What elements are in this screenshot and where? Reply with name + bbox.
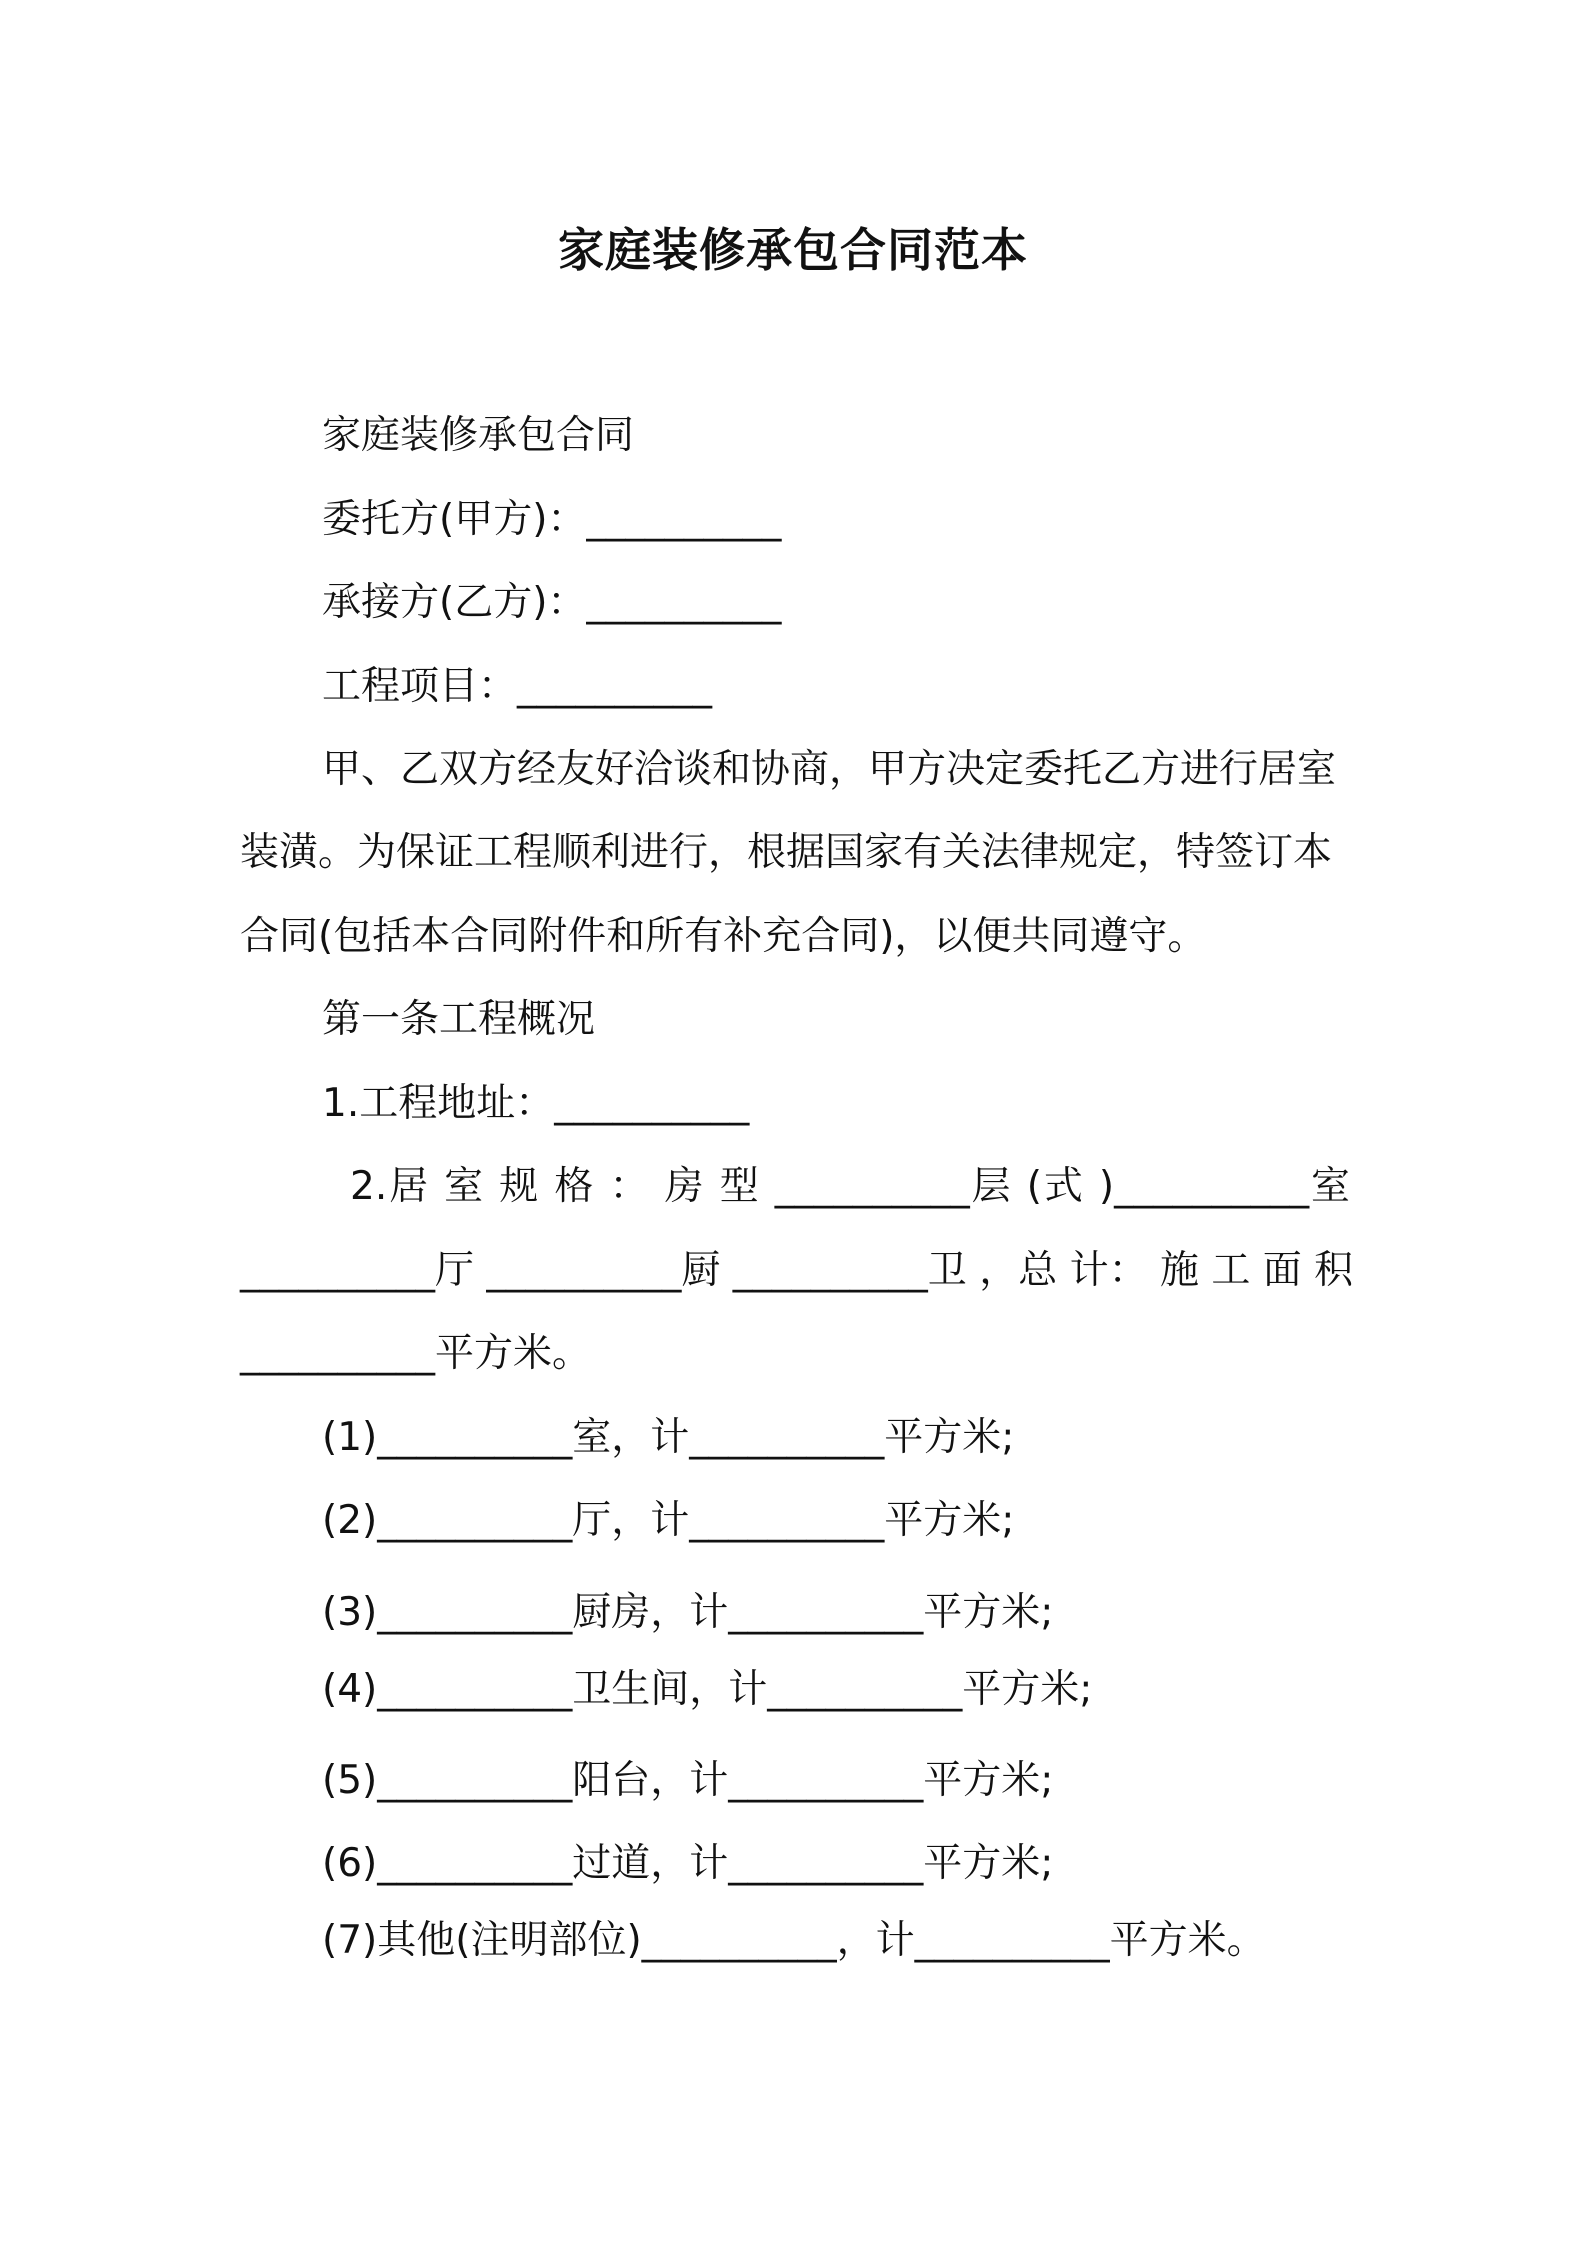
area-item: (6)__________过道，计__________平方米; xyxy=(322,1841,1054,1886)
party-a-line: 委托方(甲方)：__________ xyxy=(322,497,782,542)
spec-line: 2.居 室 规 格 ： 房 型 __________层 (式 )__________室 xyxy=(350,1164,1350,1209)
party-b-line: 承接方(乙方)：__________ xyxy=(322,580,782,625)
area-item: (3)__________厨房，计__________平方米; xyxy=(322,1590,1054,1635)
address-line: 1.工程地址：__________ xyxy=(322,1081,750,1126)
intro-paragraph-line: 合同(包括本合同附件和所有补充合同)，以便共同遵守。 xyxy=(240,914,1207,959)
intro-paragraph-line: 甲、乙双方经友好洽谈和协商，甲方决定委托乙方进行居室 xyxy=(322,747,1337,792)
area-item: (7)其他(注明部位)__________，计__________平方米。 xyxy=(322,1918,1266,1963)
area-item: (5)__________阳台，计__________平方米; xyxy=(322,1758,1054,1803)
area-item: (1)__________室，计__________平方米; xyxy=(322,1415,1015,1460)
spec-line: __________厅 __________厨 __________卫 ，总 计： 施 工 面 积 xyxy=(240,1248,1354,1293)
spec-line: __________平方米。 xyxy=(240,1331,592,1376)
project-line: 工程项目：__________ xyxy=(322,664,713,709)
document-title: 家庭装修承包合同范本 xyxy=(558,223,1028,277)
intro-paragraph-line: 装潢。为保证工程顺利进行，根据国家有关法律规定，特签订本 xyxy=(240,830,1333,875)
area-item: (2)__________厅，计__________平方米; xyxy=(322,1498,1015,1543)
contract-subtitle: 家庭装修承包合同 xyxy=(322,413,635,458)
article-heading: 第一条工程概况 xyxy=(322,997,596,1042)
area-item: (4)__________卫生间，计__________平方米; xyxy=(322,1667,1093,1712)
